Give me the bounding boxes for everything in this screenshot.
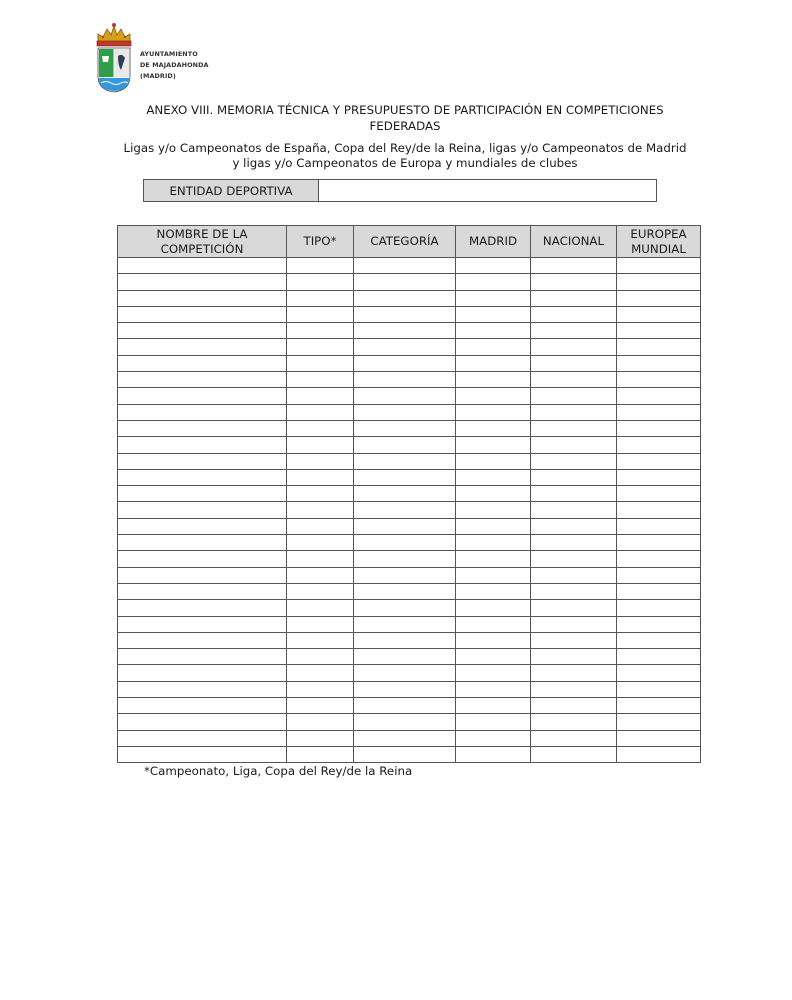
table-cell-nacional[interactable] xyxy=(531,665,617,681)
table-cell-nacional[interactable] xyxy=(531,306,617,322)
table-cell-nacional[interactable] xyxy=(531,551,617,567)
table-cell-categoria[interactable] xyxy=(354,698,456,714)
table-cell-name[interactable] xyxy=(118,681,287,697)
table-cell-categoria[interactable] xyxy=(354,649,456,665)
table-cell-categoria[interactable] xyxy=(354,306,456,322)
table-row xyxy=(118,535,701,551)
table-cell-madrid[interactable] xyxy=(456,714,531,730)
table-body xyxy=(118,258,701,763)
table-row xyxy=(118,469,701,485)
table-cell-europea-mundial[interactable] xyxy=(617,551,701,567)
table-cell-europea-mundial[interactable] xyxy=(617,323,701,339)
footnote: *Campeonato, Liga, Copa del Rey/de la Reina xyxy=(144,764,413,778)
table-cell-nacional[interactable] xyxy=(531,339,617,355)
table-cell-nacional[interactable] xyxy=(531,616,617,632)
table-header-row xyxy=(118,226,701,258)
table-cell-nacional[interactable] xyxy=(531,274,617,290)
table-row xyxy=(118,290,701,306)
table-cell-madrid[interactable] xyxy=(456,453,531,469)
table-cell-madrid[interactable] xyxy=(456,730,531,746)
table-cell-madrid[interactable] xyxy=(456,698,531,714)
table-cell-name[interactable] xyxy=(118,258,287,274)
table-row xyxy=(118,681,701,697)
table-cell-europea-mundial[interactable] xyxy=(617,714,701,730)
table-row xyxy=(118,551,701,567)
column-header-madrid: MADRID xyxy=(456,226,531,258)
table-cell-categoria[interactable] xyxy=(354,518,456,534)
table-cell-name[interactable] xyxy=(118,323,287,339)
table-row xyxy=(118,616,701,632)
competitions-table xyxy=(117,225,701,763)
table-cell-categoria[interactable] xyxy=(354,600,456,616)
table-cell-categoria[interactable] xyxy=(354,535,456,551)
table-cell-name[interactable] xyxy=(118,355,287,371)
table-cell-name[interactable] xyxy=(118,420,287,436)
table-cell-nacional[interactable] xyxy=(531,437,617,453)
table-cell-europea-mundial[interactable] xyxy=(617,437,701,453)
table-cell-tipo[interactable] xyxy=(287,746,354,762)
table-row xyxy=(118,698,701,714)
table-cell-europea-mundial[interactable] xyxy=(617,518,701,534)
table-row xyxy=(118,649,701,665)
table-cell-europea-mundial[interactable] xyxy=(617,339,701,355)
table-cell-europea-mundial[interactable] xyxy=(617,730,701,746)
table-cell-tipo[interactable] xyxy=(287,502,354,518)
table-cell-nacional[interactable] xyxy=(531,420,617,436)
table-cell-name[interactable] xyxy=(118,437,287,453)
table-cell-madrid[interactable] xyxy=(456,502,531,518)
table-cell-europea-mundial[interactable] xyxy=(617,567,701,583)
table-cell-nacional[interactable] xyxy=(531,388,617,404)
table-row xyxy=(118,388,701,404)
table-row xyxy=(118,486,701,502)
table-cell-tipo[interactable] xyxy=(287,486,354,502)
table-cell-europea-mundial[interactable] xyxy=(617,502,701,518)
table-cell-nacional[interactable] xyxy=(531,323,617,339)
table-cell-tipo[interactable] xyxy=(287,567,354,583)
table-cell-tipo[interactable] xyxy=(287,420,354,436)
table-cell-europea-mundial[interactable] xyxy=(617,290,701,306)
table-row xyxy=(118,632,701,648)
entity-field xyxy=(143,179,657,202)
table-cell-nacional[interactable] xyxy=(531,730,617,746)
table-row xyxy=(118,306,701,322)
table-cell-madrid[interactable] xyxy=(456,583,531,599)
coat-of-arms-icon xyxy=(94,20,134,94)
table-cell-name[interactable] xyxy=(118,453,287,469)
table-cell-madrid[interactable] xyxy=(456,535,531,551)
table-row xyxy=(118,437,701,453)
table-cell-madrid[interactable] xyxy=(456,681,531,697)
table-cell-categoria[interactable] xyxy=(354,453,456,469)
table-cell-nacional[interactable] xyxy=(531,502,617,518)
table-cell-madrid[interactable] xyxy=(456,665,531,681)
table-cell-nacional[interactable] xyxy=(531,681,617,697)
table-cell-categoria[interactable] xyxy=(354,567,456,583)
table-cell-categoria[interactable] xyxy=(354,486,456,502)
table-cell-madrid[interactable] xyxy=(456,469,531,485)
entity-label: ENTIDAD DEPORTIVA xyxy=(144,180,319,201)
table-row xyxy=(118,258,701,274)
table-row xyxy=(118,583,701,599)
table-cell-name[interactable] xyxy=(118,486,287,502)
table-cell-name[interactable] xyxy=(118,388,287,404)
table-cell-nacional[interactable] xyxy=(531,486,617,502)
table-cell-europea-mundial[interactable] xyxy=(617,632,701,648)
table-cell-tipo[interactable] xyxy=(287,730,354,746)
table-cell-europea-mundial[interactable] xyxy=(617,681,701,697)
table-cell-europea-mundial[interactable] xyxy=(617,388,701,404)
org-line-3: (MADRID) xyxy=(140,72,176,80)
table-cell-categoria[interactable] xyxy=(354,339,456,355)
table-cell-tipo[interactable] xyxy=(287,290,354,306)
table-cell-name[interactable] xyxy=(118,535,287,551)
org-line-1: AYUNTAMIENTO xyxy=(140,50,198,58)
table-cell-name[interactable] xyxy=(118,502,287,518)
table-cell-categoria[interactable] xyxy=(354,502,456,518)
table-cell-name[interactable] xyxy=(118,698,287,714)
table-cell-categoria[interactable] xyxy=(354,469,456,485)
table-cell-europea-mundial[interactable] xyxy=(617,746,701,762)
table-row xyxy=(118,339,701,355)
table-cell-madrid[interactable] xyxy=(456,632,531,648)
table-row xyxy=(118,502,701,518)
table-cell-europea-mundial[interactable] xyxy=(617,698,701,714)
table-cell-name[interactable] xyxy=(118,649,287,665)
column-header-nacional: NACIONAL xyxy=(531,226,617,258)
table-cell-name[interactable] xyxy=(118,665,287,681)
table-row xyxy=(118,355,701,371)
table-cell-madrid[interactable] xyxy=(456,388,531,404)
table-row xyxy=(118,372,701,388)
table-cell-name[interactable] xyxy=(118,616,287,632)
table-cell-categoria[interactable] xyxy=(354,551,456,567)
table-cell-categoria[interactable] xyxy=(354,632,456,648)
table-cell-name[interactable] xyxy=(118,583,287,599)
table-row xyxy=(118,730,701,746)
table-cell-madrid[interactable] xyxy=(456,518,531,534)
table-cell-europea-mundial[interactable] xyxy=(617,274,701,290)
table-cell-categoria[interactable] xyxy=(354,372,456,388)
table-cell-tipo[interactable] xyxy=(287,600,354,616)
table-cell-europea-mundial[interactable] xyxy=(617,355,701,371)
table-cell-categoria[interactable] xyxy=(354,258,456,274)
table-cell-categoria[interactable] xyxy=(354,388,456,404)
document-title: ANEXO VIII. MEMORIA TÉCNICA Y PRESUPUESTO DE PARTICIPACIÓN EN COMPETICIONES FEDERADAS xyxy=(146,103,664,133)
table-cell-tipo[interactable] xyxy=(287,388,354,404)
table-cell-tipo[interactable] xyxy=(287,274,354,290)
table-cell-nacional[interactable] xyxy=(531,372,617,388)
table-cell-tipo[interactable] xyxy=(287,551,354,567)
table-cell-europea-mundial[interactable] xyxy=(617,258,701,274)
table-cell-nacional[interactable] xyxy=(531,583,617,599)
table-row xyxy=(118,600,701,616)
table-row xyxy=(118,714,701,730)
table-cell-tipo[interactable] xyxy=(287,632,354,648)
table-cell-europea-mundial[interactable] xyxy=(617,469,701,485)
table-cell-name[interactable] xyxy=(118,404,287,420)
table-cell-tipo[interactable] xyxy=(287,583,354,599)
table-cell-categoria[interactable] xyxy=(354,420,456,436)
table-cell-name[interactable] xyxy=(118,551,287,567)
table-cell-nacional[interactable] xyxy=(531,518,617,534)
table-cell-madrid[interactable] xyxy=(456,649,531,665)
table-cell-name[interactable] xyxy=(118,730,287,746)
table-cell-madrid[interactable] xyxy=(456,274,531,290)
table-cell-nacional[interactable] xyxy=(531,404,617,420)
table-cell-tipo[interactable] xyxy=(287,437,354,453)
table-cell-name[interactable] xyxy=(118,290,287,306)
table-cell-madrid[interactable] xyxy=(456,437,531,453)
table-cell-europea-mundial[interactable] xyxy=(617,486,701,502)
table-cell-europea-mundial[interactable] xyxy=(617,535,701,551)
table-cell-nacional[interactable] xyxy=(531,469,617,485)
table-cell-tipo[interactable] xyxy=(287,372,354,388)
table-cell-tipo[interactable] xyxy=(287,323,354,339)
table-cell-madrid[interactable] xyxy=(456,404,531,420)
table-cell-tipo[interactable] xyxy=(287,453,354,469)
table-cell-name[interactable] xyxy=(118,746,287,762)
table-cell-tipo[interactable] xyxy=(287,616,354,632)
table-cell-madrid[interactable] xyxy=(456,486,531,502)
table-row xyxy=(118,404,701,420)
table-cell-tipo[interactable] xyxy=(287,665,354,681)
entity-value-field[interactable] xyxy=(319,180,656,201)
organization-name xyxy=(140,49,209,82)
table-cell-name[interactable] xyxy=(118,632,287,648)
table-cell-madrid[interactable] xyxy=(456,746,531,762)
table-cell-tipo[interactable] xyxy=(287,518,354,534)
table-cell-europea-mundial[interactable] xyxy=(617,306,701,322)
table-cell-name[interactable] xyxy=(118,274,287,290)
table-cell-madrid[interactable] xyxy=(456,355,531,371)
table-cell-name[interactable] xyxy=(118,567,287,583)
table-row xyxy=(118,665,701,681)
table-cell-nacional[interactable] xyxy=(531,600,617,616)
table-cell-madrid[interactable] xyxy=(456,339,531,355)
table-cell-europea-mundial[interactable] xyxy=(617,665,701,681)
table-cell-europea-mundial[interactable] xyxy=(617,372,701,388)
table-cell-name[interactable] xyxy=(118,469,287,485)
table-cell-madrid[interactable] xyxy=(456,567,531,583)
table-cell-categoria[interactable] xyxy=(354,274,456,290)
table-row xyxy=(118,518,701,534)
table-cell-madrid[interactable] xyxy=(456,600,531,616)
table-cell-name[interactable] xyxy=(118,372,287,388)
table-cell-europea-mundial[interactable] xyxy=(617,404,701,420)
column-header-tipo: TIPO* xyxy=(287,226,354,258)
table-cell-europea-mundial[interactable] xyxy=(617,616,701,632)
table-cell-nacional[interactable] xyxy=(531,698,617,714)
table-cell-tipo[interactable] xyxy=(287,469,354,485)
table-cell-nacional[interactable] xyxy=(531,567,617,583)
table-cell-categoria[interactable] xyxy=(354,355,456,371)
table-cell-categoria[interactable] xyxy=(354,583,456,599)
table-row xyxy=(118,567,701,583)
table-cell-tipo[interactable] xyxy=(287,649,354,665)
table-row xyxy=(118,274,701,290)
table-cell-madrid[interactable] xyxy=(456,258,531,274)
table-cell-europea-mundial[interactable] xyxy=(617,420,701,436)
table-cell-tipo[interactable] xyxy=(287,339,354,355)
table-row xyxy=(118,746,701,762)
table-cell-name[interactable] xyxy=(118,518,287,534)
table-cell-europea-mundial[interactable] xyxy=(617,453,701,469)
table-cell-madrid[interactable] xyxy=(456,616,531,632)
table-cell-name[interactable] xyxy=(118,306,287,322)
table-cell-madrid[interactable] xyxy=(456,372,531,388)
table-cell-madrid[interactable] xyxy=(456,306,531,322)
table-cell-tipo[interactable] xyxy=(287,681,354,697)
table-row xyxy=(118,323,701,339)
table-row xyxy=(118,420,701,436)
table-cell-categoria[interactable] xyxy=(354,323,456,339)
table-cell-madrid[interactable] xyxy=(456,290,531,306)
table-cell-madrid[interactable] xyxy=(456,551,531,567)
column-header-name: NOMBRE DE LA COMPETICIÓN xyxy=(118,226,287,258)
table-cell-nacional[interactable] xyxy=(531,290,617,306)
table-cell-nacional[interactable] xyxy=(531,649,617,665)
table-cell-tipo[interactable] xyxy=(287,535,354,551)
table-cell-categoria[interactable] xyxy=(354,437,456,453)
table-cell-nacional[interactable] xyxy=(531,746,617,762)
table-cell-name[interactable] xyxy=(118,714,287,730)
table-cell-nacional[interactable] xyxy=(531,632,617,648)
table-cell-categoria[interactable] xyxy=(354,290,456,306)
table-cell-name[interactable] xyxy=(118,600,287,616)
table-cell-tipo[interactable] xyxy=(287,258,354,274)
table-cell-tipo[interactable] xyxy=(287,404,354,420)
table-cell-categoria[interactable] xyxy=(354,714,456,730)
table-cell-tipo[interactable] xyxy=(287,698,354,714)
table-cell-europea-mundial[interactable] xyxy=(617,600,701,616)
table-cell-nacional[interactable] xyxy=(531,535,617,551)
table-cell-categoria[interactable] xyxy=(354,730,456,746)
org-line-2: DE MAJADAHONDA xyxy=(140,61,209,69)
table-cell-categoria[interactable] xyxy=(354,665,456,681)
table-cell-nacional[interactable] xyxy=(531,714,617,730)
table-cell-nacional[interactable] xyxy=(531,258,617,274)
table-cell-nacional[interactable] xyxy=(531,355,617,371)
table-cell-categoria[interactable] xyxy=(354,681,456,697)
table-cell-nacional[interactable] xyxy=(531,453,617,469)
table-cell-tipo[interactable] xyxy=(287,714,354,730)
table-cell-name[interactable] xyxy=(118,339,287,355)
table-cell-categoria[interactable] xyxy=(354,404,456,420)
table-cell-madrid[interactable] xyxy=(456,420,531,436)
table-cell-tipo[interactable] xyxy=(287,306,354,322)
table-cell-categoria[interactable] xyxy=(354,746,456,762)
table-row xyxy=(118,453,701,469)
table-cell-europea-mundial[interactable] xyxy=(617,649,701,665)
table-cell-tipo[interactable] xyxy=(287,355,354,371)
column-header-categoria: CATEGORÍA xyxy=(354,226,456,258)
table-cell-europea-mundial[interactable] xyxy=(617,583,701,599)
document-subtitle: Ligas y/o Campeonatos de España, Copa del Rey/de la Reina, ligas y/o Campeonatos de Madrid y ligas y/o Campeonatos de Europa y mundiales de clubes xyxy=(123,141,687,170)
column-header-europea-mundial: EUROPEA MUNDIAL xyxy=(617,226,701,258)
table-cell-categoria[interactable] xyxy=(354,616,456,632)
table-cell-madrid[interactable] xyxy=(456,323,531,339)
